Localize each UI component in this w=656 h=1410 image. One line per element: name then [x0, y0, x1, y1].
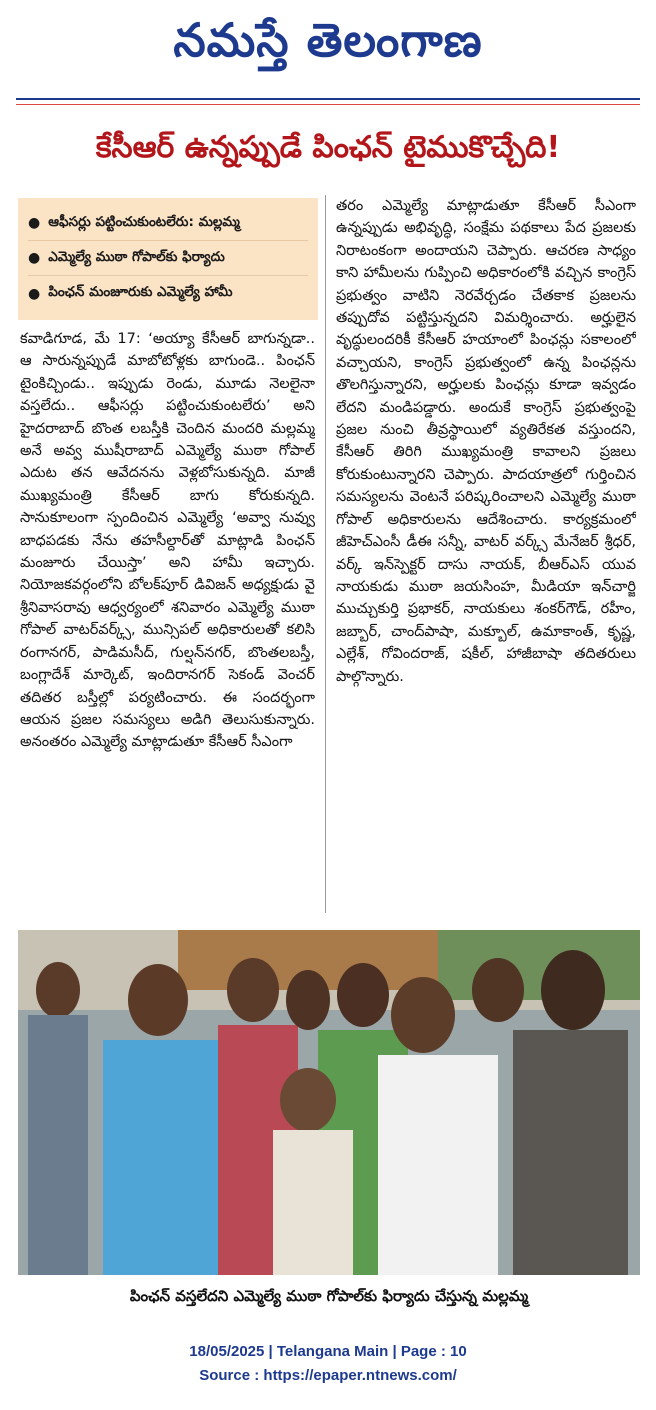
highlight-item: [28, 276, 308, 311]
bullet-icon: ●: [28, 250, 41, 266]
column-divider: [325, 195, 326, 913]
highlight-item: [28, 206, 308, 241]
masthead-rule: [16, 98, 640, 100]
news-photo: [18, 930, 640, 1275]
article-column-right: తరం ఎమ్మెల్యే మాట్లాడుతూ కేసీఆర్ సీఎంగా ఉన్నప్పుడు అభివృద్ధి, సంక్షేమ పథకాలు పేద ప్రజలకు నిరాటంకంగా అందాయని చెప్పారు. ఆచరణ సాధ్యం కాని హామీలను గుప్పించి అధికారంలోకి వచ్చిన కాంగ్రెస్ ప్రభుత్వం వాటిని నెరవేర్చడం చేతకాక ప్రజలను తప్పుదోవ పట్టిస్తున్నదని విమర్శించారు. అర్హులైన వృద్ధులందరికీ కేసీఆర్ హయాంలో పింఛన్లు సకాలంలో వచ్చాయని, కాంగ్రెస్ ప్రభుత్వంలో ఉన్న పింఛన్లను తొలగిస్తున్నారని, అర్హులకు పింఛన్లు కూడా ఇవ్వడం లేదని మండిపడ్డారు. అందుకే కాంగ్రెస్ ప్రభుత్వంపై ప్రజల నుంచి తీవ్రస్థాయిలో వ్యతిరేకత వస్తుందని, కేసీఆర్ తిరిగి ముఖ్యమంత్రి కావాలని ప్రజలు కోరుకుంటున్నారని చెప్పారు. పాదయాత్రలో గుర్తించిన సమస్యలను వెంటనే పరిష్కరించాలని ఎమ్మెల్యే ముఠా గోపాల్ అధికారులను ఆదేశించారు. కార్యక్రమంలో జీహెచ్ఎంసీ డీఈ సన్నీ, వాటర్ వర్క్స్ మేనేజర్ శ్రీధర్, వర్క్ ఇన్‌స్పెక్టర్ దాసు నాయక్, బీఆర్ఎస్ యువ నాయకుడు ముఠా జయసింహ, మీడియా ఇన్‌చార్జి ముచ్చుకుర్తి ప్రభాకర్, నాయకులు శంకర్‌గౌడ్, రహీం, జబ్బార్, చాంద్‌పాషా, మక్బూల్, ఉమాకాంత్, కృష్ణ, ఎల్లేశ్, గోవిందరాజ్, షకీల్, హాజీబాషా తదితరులు పాల్గొన్నారు.: [336, 198, 636, 685]
source-link[interactable]: Source : https://epaper.ntnews.com/: [199, 1367, 457, 1384]
bullet-icon: ●: [28, 285, 41, 302]
bullet-icon: ●: [28, 215, 41, 231]
source-footer: [0, 1340, 656, 1388]
photo-caption: పింఛన్ వస్తలేదని ఎమ్మెల్యే ముఠా గోపాల్‌కు ఫిర్యాదు చేస్తున్న మల్లమ్మ: [129, 1287, 529, 1305]
crowd-photo-illustration: [18, 930, 640, 1275]
article-headline: కేసీఆర్ ఉన్నప్పుడే పింఛన్ టైముకొచ్చేది!: [95, 130, 561, 165]
highlight-text: ఎమ్మెల్యే ముఠా గోపాల్‌కు ఫిర్యాదు: [48, 248, 225, 265]
masthead: [0, 0, 656, 92]
newspaper-logo: నమస్తే తెలంగాణ: [173, 13, 483, 67]
masthead-rule-thin: [16, 104, 640, 105]
highlight-text: ఆఫీసర్లు పట్టించుకుంటలేరు: మల్లమ్మ: [48, 213, 240, 230]
edition-info: 18/05/2025 | Telangana Main | Page : 10: [189, 1343, 467, 1360]
article-column-left: కవాడిగూడ, మే 17: ‘అయ్యా కేసీఆర్ బాగున్నడా.. ఆ సారున్నప్పుడే మాబోటోళ్లకు బాగుండె.. పింఛన్ టైంకిచ్చిండు.. ఇప్పుడు రెండు, మూడు నెలలైనా వస్తలేదు.. ఆఫీసర్లు పట్టించుకుంటలేరు’ అని హైదరాబాద్ బొంత లబస్తీకి చెందిన మందరి మల్లమ్మ అనే అవ్వ ముషీరాబాద్ ఎమ్మెల్యే ముఠా గోపాల్ ఎదుట తన ఆవేదనను వెళ్లబోసుకున్నది. మాజీ ముఖ్యమంత్రి కేసీఆర్ బాగు కోరుకున్నది. సానుకూలంగా స్పందించిన ఎమ్మెల్యే ‘అవ్వా నువ్వు బాధపడకు నేను తహసీల్దార్‌తో మాట్లాడి పింఛన్ మంజూరు చేయిస్తా’ అని హామీ ఇచ్చారు. నియోజకవర్గంలోని బోలక్‌పూర్ డివిజన్ అధ్యక్షుడు వై శ్రీనివాసరావు ఆధ్వర్యంలో శనివారం ఎమ్మెల్యే ముఠా గోపాల్ వాటర్‌వర్క్స్, మున్సిపల్ అధికారులతో కలిసి రంగానగర్, పాడిమసీద్, గుల్షన్‌నగర్, బొంతలబస్తీ, బంగ్లాదేశ్ మార్కెట్, ఇందిరానగర్ సెకండ్ వెంచర్ తదితర బస్తీల్లో పర్యటించారు. ఈ సందర్భంగా ఆయన ప్రజల సమస్యలు అడిగి తెలుసుకున్నారు. అనంతరం ఎమ్మెల్యే మాట్లాడుతూ కేసీఆర్ సీఎంగా: [20, 331, 315, 751]
highlight-text: పింఛన్ మంజూరుకు ఎమ్మెల్యే హామీ: [48, 284, 233, 300]
highlights-box: [18, 198, 318, 320]
highlight-item: [28, 241, 308, 276]
